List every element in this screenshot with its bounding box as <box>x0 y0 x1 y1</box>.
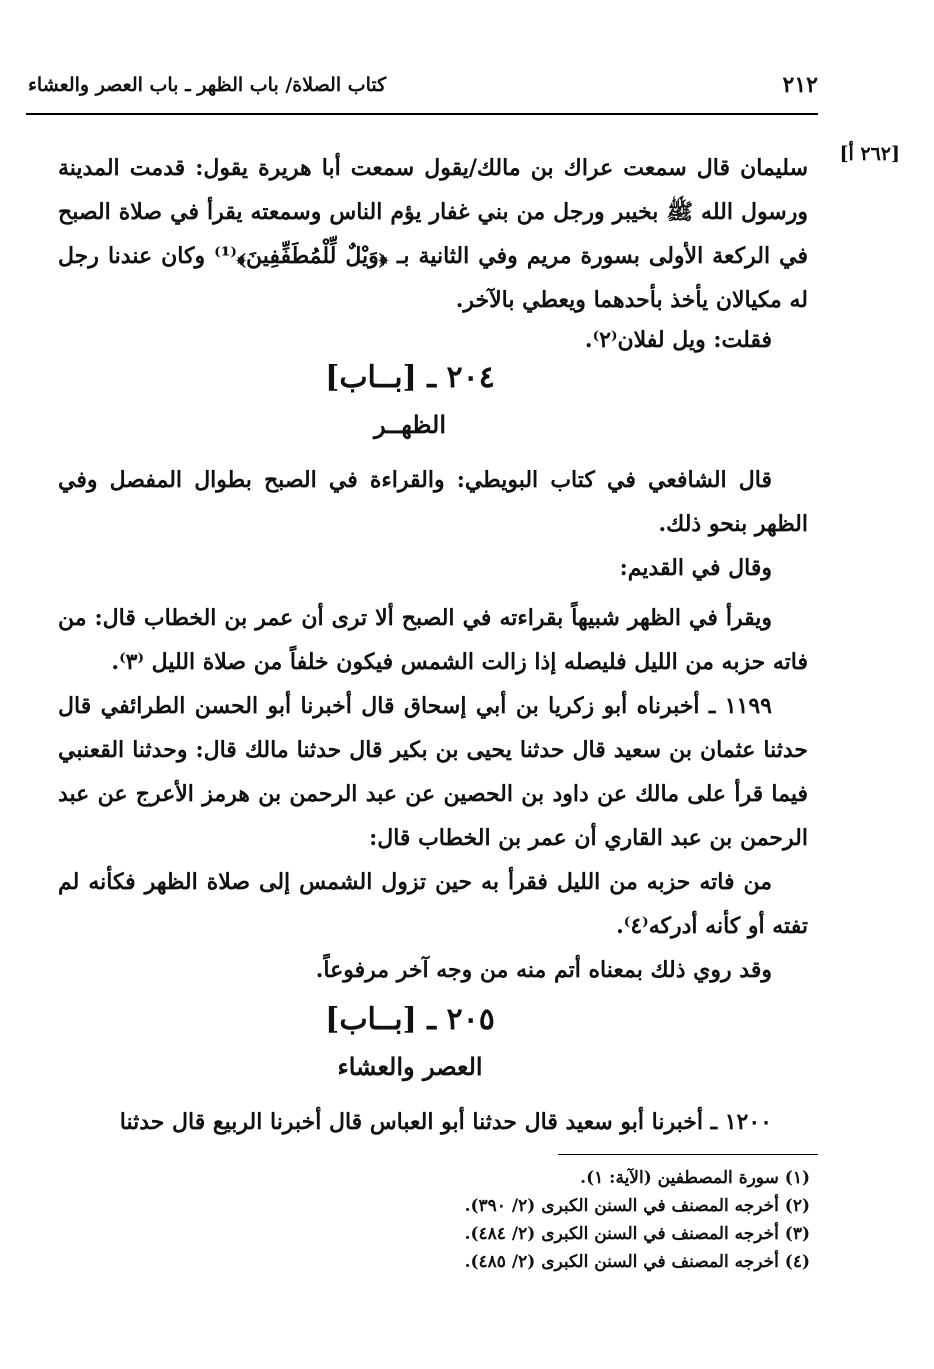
footnote-item: (٤) أخرجه المصنف في السنن الكبرى (٢/ ٤٨٥). <box>464 1252 810 1272</box>
paragraph-hadith-1200 <box>58 1100 808 1144</box>
paragraph-text: ويقرأ في الظهر شبيهاً بقراءته في الصبح ألا ترى أن عمر بن الخطاب قال: من فاته حزبه من الليل فليصله إذا زالت الشمس فيكون خلفاً من صلاة الليل ⁽٣⁾. <box>58 605 808 675</box>
paragraph-marfu <box>58 948 808 992</box>
chapter-205-title: العصر والعشاء <box>337 1052 483 1081</box>
page-number: ٢١٢ <box>782 72 818 98</box>
footnote-item: (٢) أخرجه المصنف في السنن الكبرى (٢/ ٣٩٠). <box>464 1196 810 1216</box>
footnote-item: (١) سورة المصطفين (الآية: ١). <box>580 1168 810 1188</box>
paragraph-text: ١٢٠٠ ـ أخبرنا أبو سعيد قال حدثنا أبو العباس قال أخبرنا الربيع قال حدثنا <box>119 1109 772 1135</box>
chapter-204-heading: ٢٠٤ ـ [بــاب] <box>325 360 495 395</box>
paragraph-text: قال الشافعي في كتاب البويطي: والقراءة في الصبح بطوال المفصل وفي الظهر بنحو ذلك. <box>58 467 808 537</box>
paragraph-old-opinion <box>58 546 808 590</box>
paragraph-text: ١١٩٩ ـ أخبرناه أبو زكريا بن أبي إسحاق قال أخبرنا أبو الحسن الطرائفي قال حدثنا عثمان بن سعيد قال حدثنا يحيى بن بكير قال حدثنا مالك قال: وحدثنا القعنبي فيما قرأ على مالك عن داود بن الحصين عن عبد الرحمن بن هرمز الأعرج عن عبد الرحمن بن عبد القاري أن عمر بن الخطاب قال: <box>58 693 808 851</box>
chapter-205-heading: ٢٠٥ ـ [بــاب] <box>325 1002 495 1037</box>
header-rule <box>26 113 818 115</box>
running-head: كتاب الصلاة/ باب الظهر ـ باب العصر والعشاء <box>28 74 387 96</box>
paragraph-text: سليمان قال سمعت عراك بن مالك/يقول سمعت أبا هريرة يقول: قدمت المدينة ورسول الله ﷺ بخيبر ورجل من بني غفار يؤم الناس وسمعته يقرأ في صلاة الصبح في الركعة الأولى بسورة مريم وفي الثانية بـ ﴿وَيْلٌ لِّلْمُطَفِّفِينَ﴾⁽¹⁾ وكان عندنا رجل له مكيالان يأخذ بأحدهما ويعطي بالآخر. <box>58 155 808 313</box>
paragraph-text: وقد روي ذلك بمعناه أتم منه من وجه آخر مرفوعاً. <box>315 957 772 983</box>
footnote-rule <box>558 1154 818 1155</box>
paragraph-shafii-buwayti <box>58 458 808 546</box>
paragraph-saying <box>58 318 808 362</box>
paragraph-text: وقال في القديم: <box>619 555 772 581</box>
footnotes <box>210 1164 810 1276</box>
paragraph-text: فقلت: ويل لفلان⁽٢⁾. <box>584 327 772 353</box>
page-header <box>28 68 818 108</box>
paragraph-hadith-1199 <box>58 684 808 860</box>
footnote-item: (٣) أخرجه المصنف في السنن الكبرى (٢/ ٤٨٤). <box>464 1224 810 1244</box>
paragraph-text: من فاته حزبه من الليل فقرأ به حين تزول الشمس إلى صلاة الظهر فكأنه لم تفته أو كأنه أدركه⁽٤⁾. <box>58 869 808 939</box>
manuscript-folio-marker: [٢٦٢ أ] <box>839 143 900 165</box>
paragraph-hizb <box>58 860 808 948</box>
paragraph-hadith-continuation <box>58 146 808 322</box>
chapter-204-title: الظهــر <box>373 410 447 439</box>
paragraph-zuhr-reading <box>58 596 808 684</box>
